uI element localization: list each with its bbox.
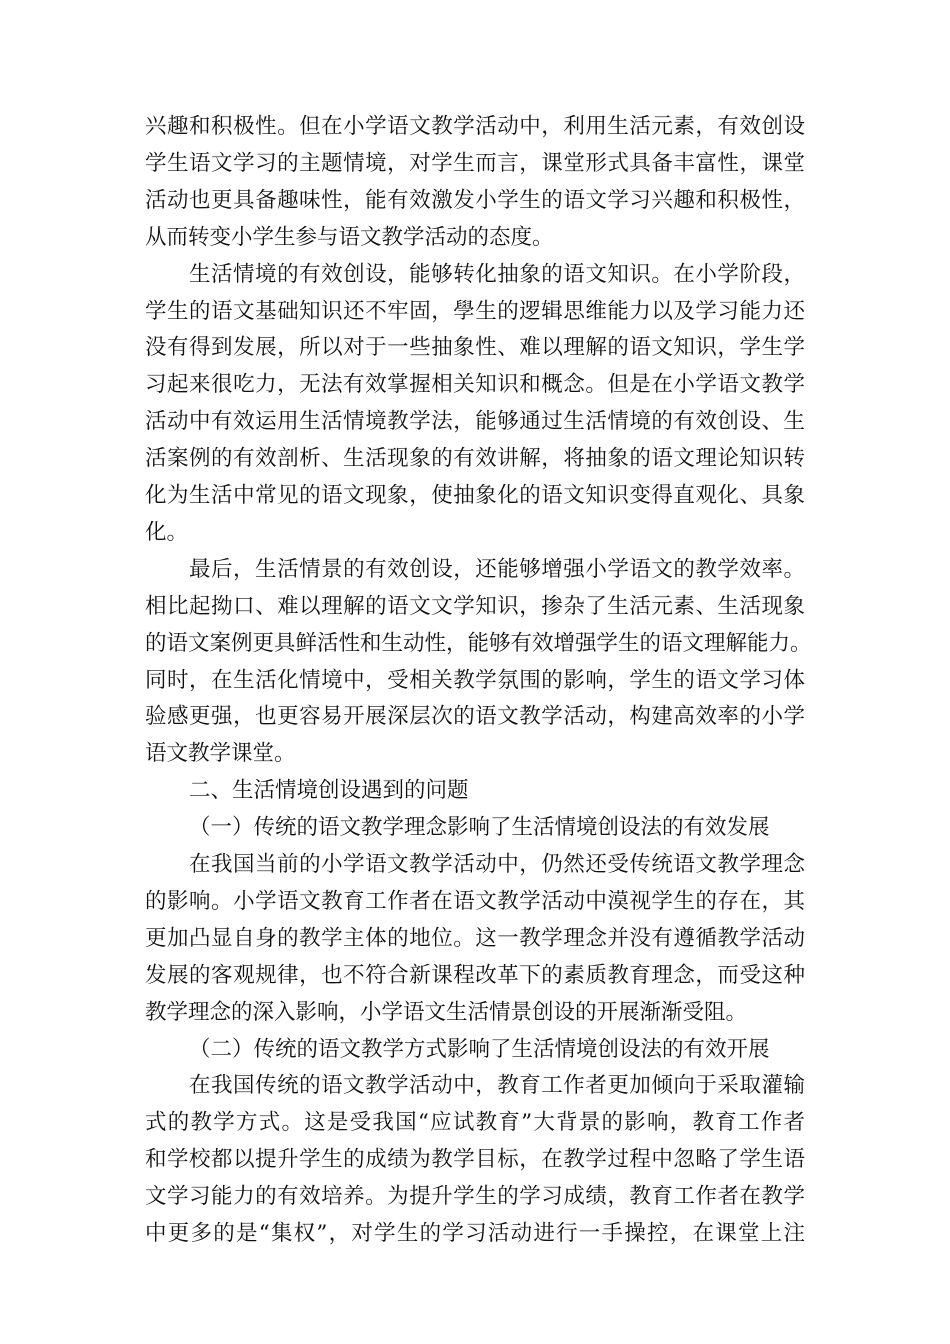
text-line: 的语文案例更具鲜活性和生动性，能够有效增强学生的语文理解能力。: [145, 630, 812, 656]
text-line: （一）传统的语文教学理念影响了生活情境创设法的有效发展: [189, 815, 770, 841]
text-line: 发展的客观规律，也不符合新课程改革下的素质教育理念，而受这种: [145, 962, 805, 988]
text-line: 学生语文学习的主题情境，对学生而言，课堂形式具备丰富性，课堂: [145, 150, 805, 176]
text-line: 更加凸显自身的教学主体的地位。这一教学理念并没有遵循教学活动: [145, 925, 805, 951]
text-line: 二、生活情境创设遇到的问题: [189, 778, 469, 804]
text-line: 相比起拗口、难以理解的语文文学知识，掺杂了生活元素、生活现象: [145, 593, 805, 619]
text-line: 活动中有效运用生活情境教学法，能够通过生活情境的有效创设、生: [145, 409, 805, 435]
text-line: 学生的语文基础知识还不牢固，學生的逻辑思维能力以及学习能力还: [145, 298, 805, 324]
text-line: 教学理念的深入影响，小学语文生活情景创设的开展渐渐受阻。: [145, 999, 748, 1025]
text-line: 语文教学课堂。: [145, 741, 296, 767]
text-line: 活案例的有效剖析、生活现象的有效讲解，将抽象的语文理论知识转: [145, 446, 805, 472]
text-line: 生活情境的有效创设，能够转化抽象的语文知识。在小学阶段，: [189, 261, 805, 287]
text-line: 和学校都以提升学生的成绩为教学目标，在教学过程中忽略了学生语: [145, 1147, 805, 1173]
text-line: （二）传统的语文教学方式影响了生活情境创设法的有效开展: [189, 1036, 770, 1062]
text-line: 化。: [145, 519, 189, 545]
text-line: 化为生活中常见的语文现象，使抽象化的语文知识变得直观化、具象: [145, 483, 805, 508]
text-line: 从而转变小学生参与语文教学活动的态度。: [145, 224, 554, 250]
text-line: 活动也更具备趣味性，能有效激发小学生的语文学习兴趣和积极性，: [145, 187, 805, 213]
text-line: 文学习能力的有效培养。为提升学生的学习成绩，教育工作者在教学: [145, 1184, 805, 1210]
text-line: 式的教学方式。这是受我国“应试教育”大背景的影响，教育工作者: [145, 1110, 805, 1136]
text-line: 验感更强，也更容易开展深层次的语文教学活动，构建高效率的小学: [145, 704, 805, 730]
text-line: 中更多的是“集权”，对学生的学习活动进行一手操控，在课堂上注: [145, 1221, 805, 1246]
text-line: 兴趣和积极性。但在小学语文教学活动中，利用生活元素，有效创设: [145, 114, 805, 139]
text-line: 在我国当前的小学语文教学活动中，仍然还受传统语文教学理念: [189, 852, 805, 877]
text-line: 的影响。小学语文教育工作者在语文教学活动中漠视学生的存在，其: [145, 888, 805, 914]
text-line: 在我国传统的语文教学活动中，教育工作者更加倾向于采取灌输: [189, 1073, 805, 1099]
text-line: 没有得到发展，所以对于一些抽象性、难以理解的语文知识，学生学: [145, 335, 805, 361]
text-line: 习起来很吃力，无法有效掌握相关知识和概念。但是在小学语文教学: [145, 372, 805, 398]
text-line: 最后，生活情景的有效创设，还能够增强小学语文的教学效率。: [189, 556, 805, 582]
text-line: 同时，在生活化情境中，受相关教学氛围的影响，学生的语文学习体: [145, 667, 805, 693]
